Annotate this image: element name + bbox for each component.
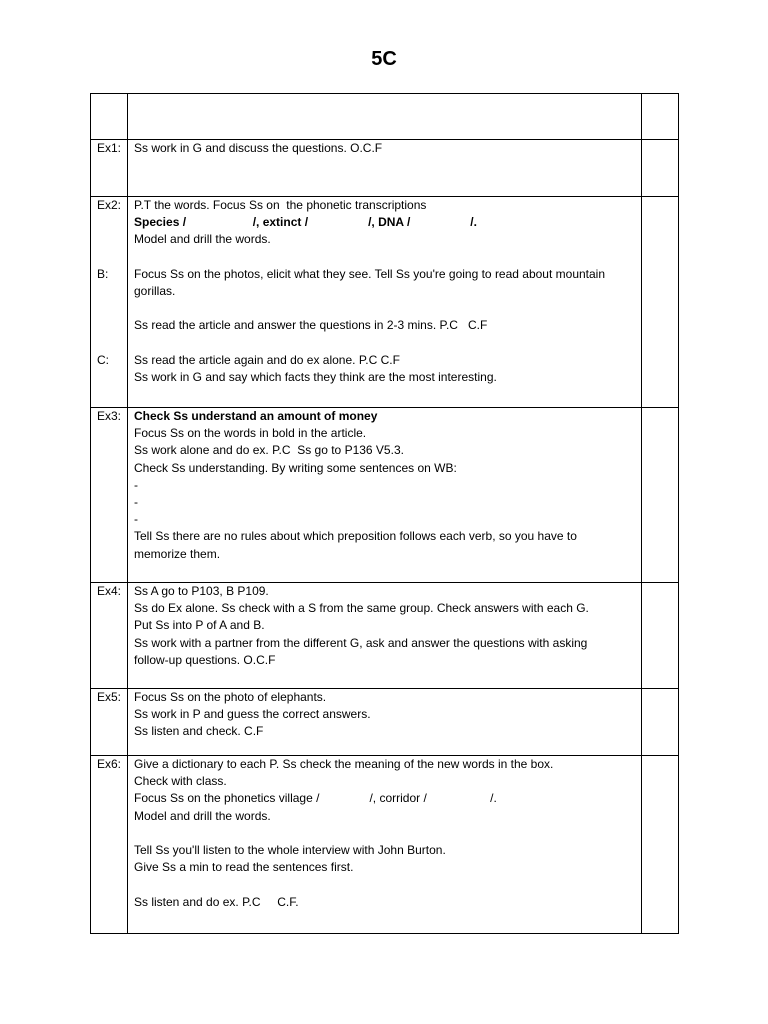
row-side-cell xyxy=(642,408,679,583)
header-cell-side xyxy=(642,94,679,140)
text-line: memorize them. xyxy=(134,546,221,561)
text-line: Focus Ss on the photo of elephants. xyxy=(134,690,327,704)
text-line: Tell Ss there are no rules about which preposition follows each verb, so you have to xyxy=(134,529,577,544)
text-line: Focus Ss on the words in bold in the article. xyxy=(134,426,367,441)
row-label: Ex4: xyxy=(91,583,128,689)
text-line: Ss work with a partner from the different G, ask and answer the questions with asking xyxy=(134,635,588,650)
text-line: - xyxy=(134,477,138,492)
row-content xyxy=(128,756,642,934)
row-content xyxy=(128,408,642,583)
text-line: Species / /, extinct / /, DNA / /. xyxy=(134,215,477,230)
text-line: Ss listen and do ex. P.C C.F. xyxy=(134,894,299,909)
text-line: Ss read the article again and do ex alone. P.C C.F xyxy=(134,352,400,367)
header-cell-main xyxy=(128,94,642,140)
text-line: Ss work alone and do ex. P.C Ss go to P136 V5.3. xyxy=(134,443,404,458)
row-label: Ex6: xyxy=(91,756,128,934)
row-side-cell xyxy=(642,197,679,408)
text-line: Ss work in G and say which facts they think are the most interesting. xyxy=(134,369,497,384)
row-side-cell xyxy=(642,689,679,756)
row-side-cell xyxy=(642,140,679,197)
header-cell-label xyxy=(91,94,128,140)
table-row-ex6 xyxy=(91,756,679,934)
table-row-ex5 xyxy=(91,689,679,756)
row-label: Ex3: xyxy=(91,408,128,583)
table-row-ex2 xyxy=(91,197,679,408)
row-content xyxy=(128,583,642,689)
text-line: Ss read the article and answer the questions in 2-3 mins. P.C C.F xyxy=(134,318,488,333)
text-line: Check with class. xyxy=(134,774,227,789)
text-line: Check Ss understand an amount of money xyxy=(134,409,378,423)
text-line: Focus Ss on the phonetics village / /, corridor / /. xyxy=(134,791,497,806)
table-row-ex3 xyxy=(91,408,679,583)
table-row-ex1 xyxy=(91,140,679,197)
text-line: Ss listen and check. C.F xyxy=(134,724,264,739)
text-line: Give a dictionary to each P. Ss check the meaning of the new words in the box. xyxy=(134,757,554,771)
text-line: Model and drill the words. xyxy=(134,232,271,247)
text-line: - xyxy=(134,512,138,527)
text-line: Give Ss a min to read the sentences first. xyxy=(134,860,354,875)
row-label: Ex5: xyxy=(91,689,128,756)
text-line: gorillas. xyxy=(134,284,176,298)
row-side-cell xyxy=(642,756,679,934)
lesson-plan-table xyxy=(90,93,679,934)
text-line: Tell Ss you'll listen to the whole interview with John Burton. xyxy=(134,843,446,857)
table-row-ex4 xyxy=(91,583,679,689)
text-line: Ss do Ex alone. Ss check with a S from the same group. Check answers with each G. xyxy=(134,601,589,616)
text-line: Focus Ss on the photos, elicit what they see. Tell Ss you're going to read about mountain xyxy=(134,266,606,281)
text-line: Model and drill the words. xyxy=(134,808,271,823)
row-side-cell xyxy=(642,583,679,689)
text-line: Check Ss understanding. By writing some sentences on WB: xyxy=(134,460,457,475)
text-line: Put Ss into P of A and B. xyxy=(134,618,265,633)
table-header-row xyxy=(91,94,679,140)
text-line: Ss work in P and guess the correct answers. xyxy=(134,707,371,722)
row-label: Ex2: B: C: xyxy=(91,197,128,408)
row-content xyxy=(128,140,642,197)
text-line: Ss A go to P103, B P109. xyxy=(134,584,269,598)
page-title: 5C xyxy=(371,48,397,70)
row-content xyxy=(128,689,642,756)
text-line: follow-up questions. O.C.F xyxy=(134,652,276,667)
row-content xyxy=(128,197,642,408)
row-label: Ex1: xyxy=(91,140,128,197)
text-line: - xyxy=(134,495,138,510)
text-line: Ss work in G and discuss the questions. O.C.F xyxy=(134,141,383,155)
text-line: P.T the words. Focus Ss on the phonetic transcriptions xyxy=(134,198,427,212)
